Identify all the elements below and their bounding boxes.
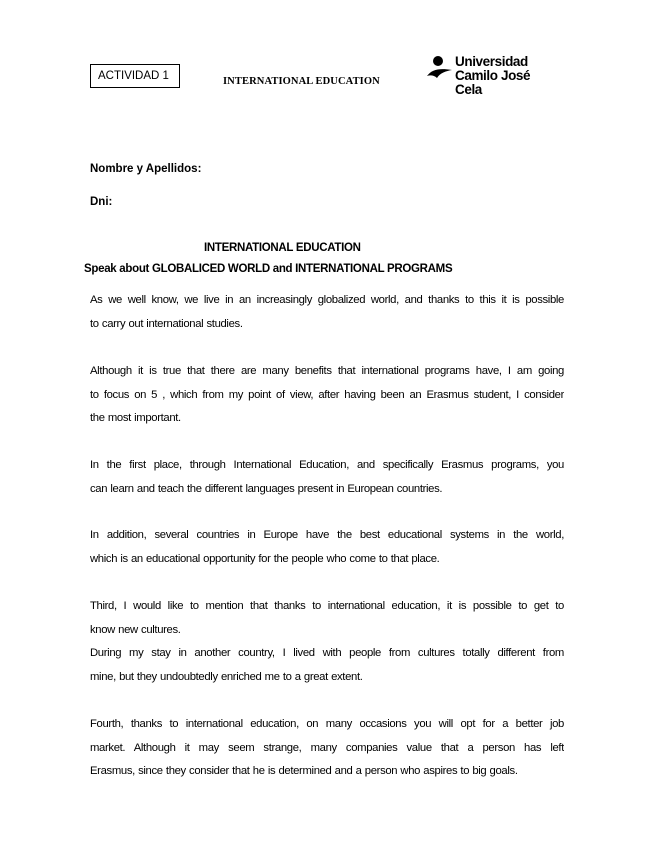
- paragraph-1: [90, 289, 564, 336]
- paragraph-5: [90, 595, 564, 689]
- header-title: INTERNATIONAL EDUCATION: [223, 76, 380, 87]
- paragraph-line: Third, I would like to mention that thanks to international education, it is possible to get to: [90, 600, 564, 612]
- paragraph-2: [90, 360, 564, 431]
- name-field-label: Nombre y Apellidos:: [90, 163, 202, 175]
- paragraph-line: market. Although it may seem strange, many companies value that a person has left: [90, 741, 564, 754]
- paragraph-line: the most important.: [90, 412, 181, 424]
- paragraph-line: know new cultures.: [90, 623, 181, 636]
- dni-field-label: Dni:: [90, 196, 113, 208]
- paragraph-line: In the first place, through International Education, and specifically Erasmus programs, you: [90, 459, 564, 471]
- paragraph-line: to focus on 5 , which from my point of view, after having been an Erasmus student, I consider: [90, 388, 564, 401]
- paragraph-3: [90, 454, 564, 501]
- paragraph-line: During my stay in another country, I lived with people from cultures totally different from: [90, 647, 564, 659]
- section-subtitle: Speak about GLOBALICED WORLD and INTERNATIONAL PROGRAMS: [84, 263, 453, 275]
- paragraph-4: [90, 524, 564, 571]
- paragraph-line: can learn and teach the different languages present in European countries.: [90, 482, 443, 495]
- paragraph-line: In addition, several countries in Europe have the best educational systems in the world,: [90, 529, 564, 541]
- logo-line-2: Camilo José Cela: [455, 68, 531, 97]
- logo-line-1: Universidad: [455, 54, 528, 69]
- university-logo-icon: [426, 55, 454, 85]
- paragraph-6: [90, 713, 564, 784]
- paragraph-line: Erasmus, since they consider that he is determined and a person who aspires to big goals.: [90, 765, 518, 777]
- paragraph-line: As we well know, we live in an increasingly globalized world, and thanks to this it is possible: [90, 294, 564, 306]
- section-title: INTERNATIONAL EDUCATION: [204, 242, 361, 254]
- paragraph-line: Although it is true that there are many benefits that international programs have, I am going: [90, 365, 564, 377]
- university-logo: [426, 54, 556, 97]
- activity-label: ACTIVIDAD 1: [98, 70, 169, 82]
- paragraph-line: Fourth, thanks to international education, on many occasions you will opt for a better job: [90, 718, 564, 730]
- paragraph-line: which is an educational opportunity for the people who come to that place.: [90, 552, 440, 565]
- paragraph-line: mine, but they undoubtedly enriched me to a great extent.: [90, 670, 363, 683]
- activity-label-box: [90, 64, 180, 88]
- paragraph-line: to carry out international studies.: [90, 317, 243, 330]
